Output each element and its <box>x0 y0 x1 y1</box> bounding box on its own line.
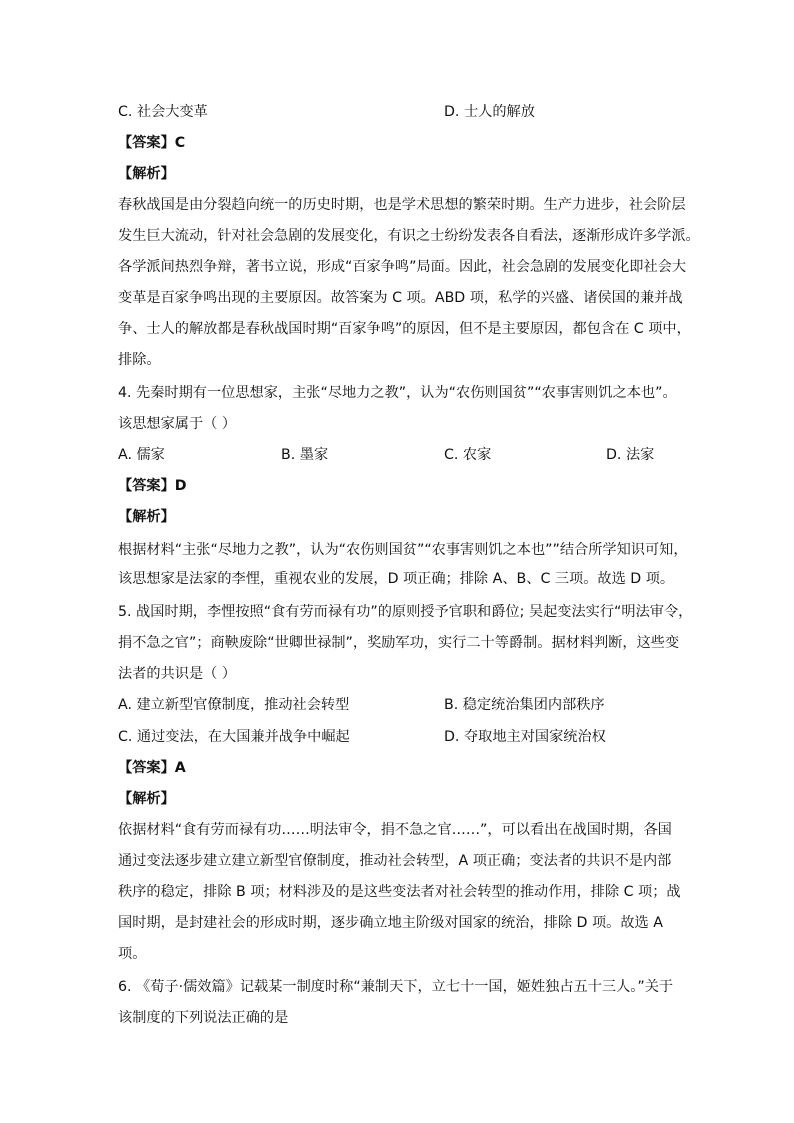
q3-analysis-line: 争、士人的解放都是春秋战国时期“百家争鸣”的原因，但不是主要原因，都包含在 C 项中， <box>118 321 691 337</box>
q4-option-d: D. 法家 <box>606 447 655 463</box>
q3-option-d: D. 士人的解放 <box>444 104 535 120</box>
q5-analysis-line: 通过变法逐步建立建立新型官僚制度，推动社会转型，A 项正确；变法者的共识不是内部 <box>118 853 672 869</box>
q3-analysis-line: 春秋战国是由分裂趋向统一的历史时期，也是学术思想的繁荣时期。生产力进步，社会阶层 <box>118 197 686 213</box>
q5-option-a: A. 建立新型官僚制度，推动社会转型 <box>118 697 350 713</box>
q5-option-b: B. 稳定统治集团内部秩序 <box>444 697 605 713</box>
q6-stem-line: 6. 《荀子·儒效篇》记载某一制度时称“兼制天下，立七十一国，姬姓独占五十三人。”关于 <box>118 979 674 995</box>
q6-stem-line: 该制度的下列说法正确的是 <box>118 1010 289 1026</box>
q4-option-c: C. 农家 <box>444 447 492 463</box>
q3-analysis-line: 排除。 <box>118 352 161 368</box>
q4-answer: 【答案】D <box>118 478 187 494</box>
q3-analysis-line: 各学派间热烈争辩，著书立说，形成“百家争鸣”局面。因此，社会急剧的发展变化即社会大 <box>118 259 687 275</box>
q3-analysis-line: 发生巨大流动，针对社会急剧的发展变化，有识之士纷纷发表各自看法，逐渐形成许多学派。 <box>118 228 700 244</box>
q5-stem-line: 捐不急之官”；商鞅废除“世卿世禄制”，奖励军功，实行二十等爵制。据材料判断，这些变 <box>118 635 680 651</box>
q4-analysis-label: 【解析】 <box>118 509 175 525</box>
q3-answer: 【答案】C <box>118 135 186 151</box>
q5-option-d: D. 夺取地主对国家统治权 <box>444 729 606 745</box>
q4-analysis-line: 该思想家是法家的李悝，重视农业的发展，D 项正确；排除 A、B、C 三项。故选 D 项。 <box>118 571 675 587</box>
q4-option-a: A. 儒家 <box>118 447 165 463</box>
q4-option-b: B. 墨家 <box>281 447 329 463</box>
q5-analysis-line: 国时期，是封建社会的形成时期，逐步确立地主阶级对国家的统治，排除 D 项。故选 A <box>118 915 663 931</box>
q3-analysis-line: 变革是百家争鸣出现的主要原因。故答案为 C 项。ABD 项，私学的兴盛、诸侯国的兼并战 <box>118 290 683 306</box>
q5-answer: 【答案】A <box>118 760 186 776</box>
q4-stem-line: 4. 先秦时期有一位思想家，主张“尽地力之教”，认为“农伤则国贫”“农事害则饥之本也”。 <box>118 385 677 401</box>
q4-stem-line: 该思想家属于（ ） <box>118 416 237 432</box>
q5-analysis-line: 秩序的稳定，排除 B 项；材料涉及的是这些变法者对社会转型的推动作用，排除 C 项；战 <box>118 884 681 900</box>
q3-option-c: C. 社会大变革 <box>118 104 208 120</box>
q4-analysis-line: 根据材料“主张“尽地力之教”，认为“农伤则国贫”“农事害则饥之本也””结合所学知识可知， <box>118 542 688 558</box>
q5-option-c: C. 通过变法，在大国兼并战争中崛起 <box>118 729 350 745</box>
q5-analysis-label: 【解析】 <box>118 791 175 807</box>
q5-stem-line: 法者的共识是（ ） <box>118 666 237 682</box>
q5-analysis-line: 项。 <box>118 946 147 962</box>
q5-analysis-line: 依据材料“食有劳而禄有功……明法审令，捐不急之官……”，可以看出在战国时期，各国 <box>118 822 672 838</box>
q3-analysis-label: 【解析】 <box>118 166 175 182</box>
q5-stem-line: 5. 战国时期，李悝按照“食有劳而禄有功”的原则授予官职和爵位; 吴起变法实行“明法审令， <box>118 604 693 620</box>
